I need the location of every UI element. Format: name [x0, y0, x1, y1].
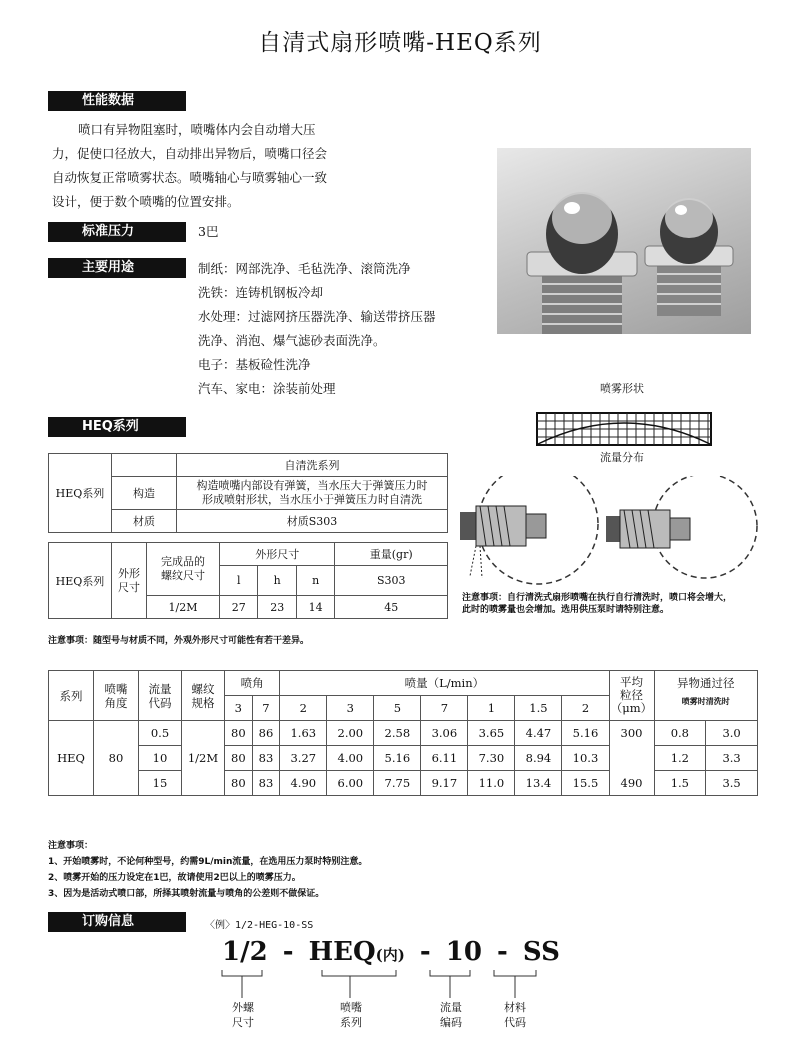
- note-line: 2、喷雾开始的压力设定在1巴，故请使用2巴以上的喷雾压力。: [48, 873, 301, 883]
- diagram-note-line: 此时的喷雾量也会增加。选用供压泵时请特别注意。: [462, 605, 670, 615]
- t3-cell: 8.94: [515, 746, 562, 771]
- t2-dim-label: [112, 543, 147, 619]
- order-label-line: 尺寸: [232, 1016, 254, 1029]
- t2-col: h: [258, 566, 296, 596]
- order-dash: -: [419, 937, 431, 967]
- t2-cell: 27: [220, 596, 258, 619]
- t2-dim-line: 尺寸: [118, 580, 140, 594]
- t2-weight-label: 重量(gr): [335, 543, 448, 566]
- order-label-material: [500, 1000, 530, 1030]
- t3-cell: 3.65: [468, 721, 515, 746]
- t3-cell: 5.16: [562, 721, 609, 746]
- performance-line: 自动恢复正常喷雾状态。喷嘴轴心与喷雾轴心一致: [52, 170, 328, 185]
- pressure-value: 3巴: [198, 224, 219, 239]
- t3-cell: 15.5: [562, 771, 609, 796]
- order-part-series-suffix: (内): [375, 946, 405, 964]
- t3-angle-col: 3: [225, 696, 253, 721]
- t3-cell: 11.0: [468, 771, 515, 796]
- t3-h-line: 角度: [104, 695, 128, 710]
- dimension-table: [48, 542, 448, 619]
- t2-outer-label: 外形尺寸: [220, 543, 335, 566]
- t3-cell: 6.11: [421, 746, 468, 771]
- diagram-note: [462, 592, 732, 616]
- t1-series: HEQ系列: [49, 454, 112, 533]
- t3-cell: 3.0: [706, 721, 758, 746]
- t3-h-thread: [182, 671, 225, 721]
- note-line: 注意事项：: [48, 841, 94, 851]
- t3-flow-col: 7: [421, 696, 468, 721]
- t3-cell: 80: [225, 771, 253, 796]
- order-label-line: 编码: [440, 1016, 462, 1029]
- t3-flow-col: 1: [468, 696, 515, 721]
- t3-h-line: 流量: [148, 681, 172, 696]
- t2-col: S303: [335, 566, 448, 596]
- cross-section-diagram: [460, 476, 760, 588]
- t2-thread-label: [147, 543, 220, 596]
- t3-h-flow: 喷量（L/min）: [280, 671, 609, 696]
- t3-h-line: 代码: [148, 695, 172, 710]
- t3-cell: 4.00: [327, 746, 374, 771]
- structure-table: [48, 453, 448, 533]
- t3-cell: 9.17: [421, 771, 468, 796]
- t3-flow-col: 5: [374, 696, 421, 721]
- performance-line: 力，促使口径放大，自动排出异物后，喷嘴口径会: [52, 146, 328, 161]
- order-code: [222, 937, 560, 967]
- order-label-flow: [436, 1000, 466, 1030]
- t3-cell: 5.16: [374, 746, 421, 771]
- order-part-flow: 10: [445, 937, 482, 967]
- t3-cell: [609, 746, 654, 771]
- order-label-size: [228, 1000, 258, 1030]
- usage-line: 水处理：过滤网挤压器洗净、输送带挤压器: [198, 309, 436, 324]
- t3-h-pass: 异物通过径: [654, 671, 758, 696]
- t3-h-pass-sub: 喷雾时清洗时: [654, 696, 758, 721]
- t3-h-series: 系列: [49, 671, 94, 721]
- t3-flow-col: 2: [280, 696, 327, 721]
- t3-thread: 1/2M: [182, 721, 225, 796]
- order-label-line: 代码: [504, 1016, 526, 1029]
- t3-cell: 3.3: [706, 746, 758, 771]
- t2-series: HEQ系列: [49, 543, 112, 619]
- t2-cell: 1/2M: [147, 596, 220, 619]
- t3-angle-col: 7: [252, 696, 280, 721]
- section-series: HEQ系列: [48, 417, 186, 437]
- t2-cell: 23: [258, 596, 296, 619]
- t2-col: n: [296, 566, 334, 596]
- t1-structure-label: 构造: [112, 477, 177, 510]
- order-label-line: 系列: [340, 1016, 362, 1029]
- t3-h-line: 平均: [620, 675, 643, 689]
- t3-cell: 1.5: [654, 771, 706, 796]
- t3-cell: 490: [609, 771, 654, 796]
- flow-dist-label: 流量分布: [600, 451, 644, 464]
- t3-cell: 86: [252, 721, 280, 746]
- t3-cell: 7.75: [374, 771, 421, 796]
- t3-h-code: [139, 671, 182, 721]
- note-line: 3、因为是活动式喷口部，所择其喷射流量与喷角的公差则不做保证。: [48, 889, 325, 899]
- t3-cell: 2.58: [374, 721, 421, 746]
- t1-structure-line: 形成喷射形状，当水压小于弹簧压力时自清洗: [202, 493, 422, 506]
- section-performance: 性能数据: [48, 91, 186, 111]
- order-label-series: [336, 1000, 366, 1030]
- t1-material-label: 材质: [112, 510, 177, 533]
- section-usage: 主要用途: [48, 258, 186, 278]
- t3-cell: 3.27: [280, 746, 327, 771]
- t3-cell: 13.4: [515, 771, 562, 796]
- usage-line: 汽车、家电：涂装前处理: [198, 381, 336, 396]
- order-dash: -: [282, 937, 294, 967]
- t3-h-avg: [609, 671, 654, 721]
- t3-h-line: 粒径: [620, 688, 643, 702]
- order-dash: -: [497, 937, 508, 967]
- order-example: 〈例〉1/2-HEG-10-SS: [205, 920, 314, 931]
- t3-h-line: 螺纹: [191, 681, 215, 696]
- spray-shape-label: 喷雾形状: [600, 382, 644, 395]
- t3-cell: 6.00: [327, 771, 374, 796]
- t3-flow-col: 1.5: [515, 696, 562, 721]
- t2-thread-line: 完成品的: [161, 555, 205, 568]
- t3-h-line: （μm）: [610, 701, 653, 715]
- t3-h-spray-angle: 喷角: [225, 671, 280, 696]
- order-brackets: [210, 968, 550, 1002]
- t3-h-line: 规格: [191, 695, 215, 710]
- t3-h-line: 喷嘴: [104, 681, 128, 696]
- t3-cell: 83: [252, 746, 280, 771]
- usage-line: 洗净、消泡、爆气滤砂表面洗净。: [198, 333, 386, 348]
- page-title: 自清式扇形喷嘴-HEQ系列: [258, 30, 542, 56]
- t2-cell: 45: [335, 596, 448, 619]
- spray-grid: [536, 412, 712, 446]
- note-line: 1、开始喷雾时，不论何种型号，约需9L/min流量，在选用压力泵时特别注意。: [48, 857, 368, 867]
- section-order: 订购信息: [48, 912, 186, 932]
- t1-material-text: 材质S303: [177, 510, 448, 533]
- t3-h-angle: [94, 671, 139, 721]
- t3-cell: 1.2: [654, 746, 706, 771]
- t3-cell: 300: [609, 721, 654, 746]
- t3-code: 0.5: [139, 721, 182, 746]
- note-1: 注意事项：随型号与材质不同，外观外形尺寸可能性有若干差异。: [48, 636, 310, 646]
- t2-thread-line: 螺纹尺寸: [161, 569, 205, 582]
- t3-cell: 80: [225, 746, 253, 771]
- t2-cell: 14: [296, 596, 334, 619]
- t3-cell: 4.90: [280, 771, 327, 796]
- diagram-note-line: 注意事项：自行清洗式扇形喷嘴在执行自行清洗时，喷口将会增大，: [462, 593, 733, 603]
- usage-line: 洗铁：连铸机钢板冷却: [198, 285, 324, 300]
- t2-col: l: [220, 566, 258, 596]
- usage-line: 电子：基板硷性洗净: [198, 357, 311, 372]
- t3-cell: 4.47: [515, 721, 562, 746]
- t3-cell: 3.06: [421, 721, 468, 746]
- t3-cell: 10.3: [562, 746, 609, 771]
- section-pressure: 标准压力: [48, 222, 186, 242]
- order-label-line: 材料: [504, 1001, 526, 1014]
- t1-structure-text: [177, 477, 448, 510]
- performance-line: 喷口有异物阻塞时，喷嘴体内会自动增大压: [78, 122, 316, 137]
- t3-cell: 0.8: [654, 721, 706, 746]
- t3-cell: 83: [252, 771, 280, 796]
- usage-line: 制纸：网部洗净、毛毡洗净、滚筒洗净: [198, 261, 411, 276]
- t3-flow-col: 2: [562, 696, 609, 721]
- t3-series: HEQ: [49, 721, 94, 796]
- order-label-line: 外螺: [232, 1001, 254, 1014]
- t1-header: 自清洗系列: [177, 454, 448, 477]
- t3-code: 10: [139, 746, 182, 771]
- order-label-line: 喷嘴: [340, 1001, 362, 1014]
- spec-table: [48, 670, 758, 796]
- product-photo: [497, 148, 751, 334]
- order-label-line: 流量: [440, 1001, 462, 1014]
- order-part-size: 1/2: [222, 937, 268, 967]
- t1-structure-line: 构造喷嘴内部设有弹簧，当水压大于弹簧压力时: [196, 479, 428, 492]
- t3-flow-col: 3: [327, 696, 374, 721]
- t3-cell: 2.00: [327, 721, 374, 746]
- t2-dim-line: 外形: [118, 566, 140, 580]
- t3-code: 15: [139, 771, 182, 796]
- t3-cell: 80: [225, 721, 253, 746]
- usage-list: [198, 257, 498, 401]
- t3-angle: 80: [94, 721, 139, 796]
- notes-2: [48, 838, 367, 902]
- order-part-material: SS: [522, 937, 560, 967]
- t3-cell: 7.30: [468, 746, 515, 771]
- order-part-series: HEQ: [308, 937, 376, 967]
- t3-cell: 1.63: [280, 721, 327, 746]
- t3-cell: 3.5: [706, 771, 758, 796]
- performance-line: 设计，便于数个喷嘴的位置安排。: [52, 194, 240, 209]
- performance-text: [52, 118, 472, 214]
